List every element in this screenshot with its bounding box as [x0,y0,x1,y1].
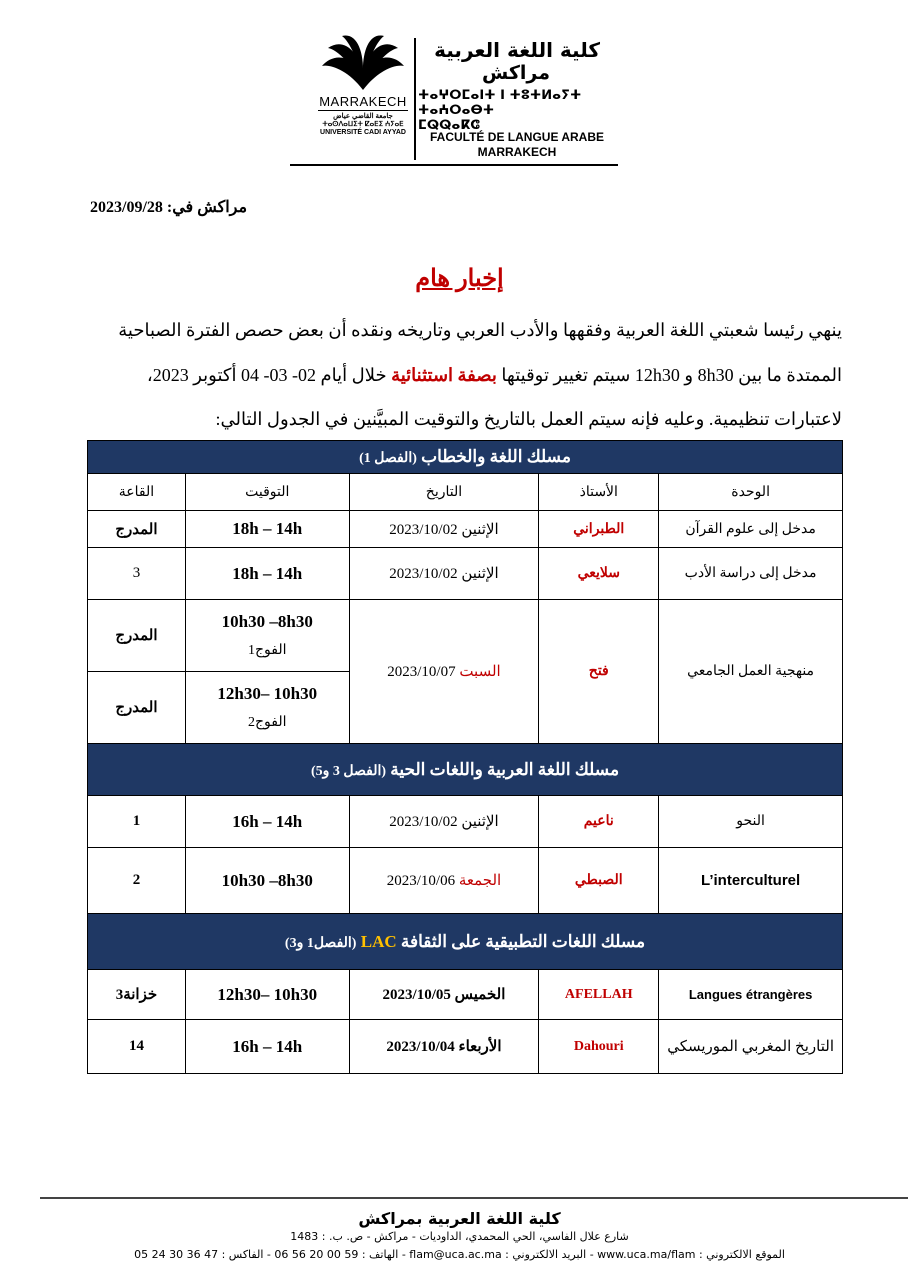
table-header-row [88,474,843,511]
unit-cell: مدخل إلى دراسة الأدب [659,548,843,600]
date-cell [349,548,539,600]
unit-cell: Langues étrangères [659,970,843,1020]
day-label: السبت [459,664,501,680]
time-cell: 12h30– 10h30 [185,970,349,1020]
section-1-title: مسلك اللغة والخطاب [421,447,571,466]
table-row [88,511,843,548]
room-cell: 14 [88,1020,186,1074]
professor-cell: سلايعي [539,548,659,600]
room-cell: 1 [88,796,186,848]
faculty-city-fr: MARRAKECH [477,145,557,159]
section-3-title: مسلك اللغات التطبيقية على الثقافة [400,931,646,951]
date-cell [349,796,539,848]
group-label: الفوج2 [248,715,287,730]
day-label: الإثنين [461,521,499,538]
professor-cell: فتح [539,600,659,744]
table-row [88,796,843,848]
faculty-tif-line2: ⵎⵕⵕⴰⴽⵛ [418,118,480,133]
unit-cell: L’interculturel [659,848,843,914]
section-header-applied-languages [88,914,843,970]
paragraph-line-3: لاعتبارات تنظيمية. وعليه فإنه سيتم العمل بالتاريخ والتوقيت المبيَّنين في الجدول التالي: [215,409,842,429]
date-cell [349,970,539,1020]
date-value: 2023/10/05 [382,987,451,1003]
unit-cell: التاريخ المغربي الموريسكي [659,1020,843,1074]
date-cell [349,1020,539,1074]
section-3-lac: LAC [360,931,397,951]
faculty-name-tifinagh [418,88,618,133]
faculty-tif-line1: ⵜⴰⵖⵔⵎⴰⵏⵜ ⵏ ⵜⵓⵜⵍⴰⵢⵜ ⵜⴰⵄⵔⴰⴱⵜ [418,88,582,118]
table-row [88,970,843,1020]
date-cell [349,600,539,744]
header-underline [290,164,618,166]
date-cell [349,511,539,548]
day-label: الأربعاء [458,1039,502,1055]
date-value: 2023/10/06 [386,873,456,889]
time-cell: 10h30 –8h30 [185,848,349,914]
time-cell: 18h – 14h [185,511,349,548]
date-value: 2023/10/07 [387,664,456,680]
footer-divider [40,1197,908,1199]
room-cell: خزانة3 [88,970,186,1020]
schedule-table [87,440,843,1074]
room-cell: 2 [88,848,186,914]
header-room: القاعة [88,474,186,511]
paragraph-line-2-part2: خلال أيام 02- 03- 04 أكتوبر 2023، [146,365,392,385]
room-cell: المدرج [88,672,186,744]
section-2-semester: (الفصل 3 و5) [310,763,387,779]
time-cell: 16h – 14h [185,1020,349,1074]
professor-cell: الطبراني [539,511,659,548]
university-logo [312,30,414,160]
professor-cell: AFELLAH [539,970,659,1020]
table-row [88,1020,843,1074]
room-cell: المدرج [88,511,186,548]
paragraph-highlight: بصفة استثنائية [391,365,497,385]
header-time: التوقيت [185,474,349,511]
footer-contact: الموقع الالكتروني : www.uca.ma/flam - البريد الالكتروني : flam@uca.ac.ma - الهاتف : 59 00 20 56 06 - الفاكس : 47 36 30 24 05 [134,1248,785,1261]
logo-university-tif: ⵜⴰⵙⴷⴰⵡⵉⵜ ⵇⴰⴹⵉ ⵄⵢⴰⴹ [322,121,404,128]
faculty-name-fr: FACULTÉ DE LANGUE ARABE [430,130,604,144]
footer-address: شارع علال الفاسي، الحي المحمدي، الداوديات - مراكش - ص. ب. : 1483 [290,1230,629,1243]
day-label: الجمعة [458,873,502,889]
table-row [88,600,843,672]
header-divider [414,38,416,160]
group-label: الفوج1 [248,643,287,658]
footer-faculty-name: كلية اللغة العربية بمراكش [358,1209,561,1228]
title-text: إخبار هام [415,266,504,292]
section-3-semester: (الفصل1 و3) [284,935,357,951]
header-date: التاريخ [349,474,539,511]
time-value: 10h30 –8h30 [221,612,313,631]
date-value: 2023/10/02 [389,521,458,538]
faculty-city-ar: مراكش [481,62,550,84]
paragraph-line-2-part1: الممتدة ما بين 8h30 و 12h30 سيتم تغيير توقيتها [496,365,842,385]
professor-cell: الصبطي [539,848,659,914]
logo-fan-icon [318,30,408,92]
section-2-title: مسلك اللغة العربية واللغات الحية [390,759,620,779]
table-row [88,848,843,914]
date-value: 2023/10/04 [386,1039,455,1055]
time-value: 12h30– 10h30 [217,684,318,703]
time-cell [185,672,349,744]
section-header-language-discourse [88,441,843,474]
section-1-semester: (الفصل 1) [359,451,417,466]
day-label: الإثنين [461,566,499,582]
time-cell: 16h – 14h [185,796,349,848]
date-value: 2023/10/02 [389,814,458,830]
unit-cell: منهجية العمل الجامعي [659,600,843,744]
day-label: الإثنين [461,814,499,830]
date-value: 2023/10/02 [389,566,458,582]
unit-cell: مدخل إلى علوم القرآن [659,511,843,548]
document-date: مراكش في: 2023/09/28 [90,199,248,216]
header-professor: الأستاذ [539,474,659,511]
document-title [0,264,919,293]
faculty-name-ar: كلية اللغة العربية [434,38,600,62]
day-label: الخميس [454,987,506,1003]
header-unit: الوحدة [659,474,843,511]
section-1-title-cell [88,441,843,474]
table-row [88,548,843,600]
logo-university-fr: UNIVERSITÉ CADI AYYAD [320,129,406,136]
room-cell: 3 [88,548,186,600]
time-cell: 18h – 14h [185,548,349,600]
unit-cell: النحو [659,796,843,848]
section-2-title-cell [88,744,843,796]
logo-city-text: MARRAKECH [319,94,407,109]
date-cell [349,848,539,914]
professor-cell: ناعيم [539,796,659,848]
paragraph-line-1: ينهي رئيسا شعبتي اللغة العربية وفقهها والأدب العربي وتاريخه ونقده أن بعض حصص الفترة الصباحية [118,320,842,340]
professor-cell: Dahouri [539,1020,659,1074]
section-3-title-cell [88,914,843,970]
logo-university-ar: جامعة القاضي عياض [333,113,393,120]
section-header-arabic-living-languages [88,744,843,796]
room-cell: المدرج [88,600,186,672]
paragraph-line-2 [80,363,842,387]
time-cell [185,600,349,672]
